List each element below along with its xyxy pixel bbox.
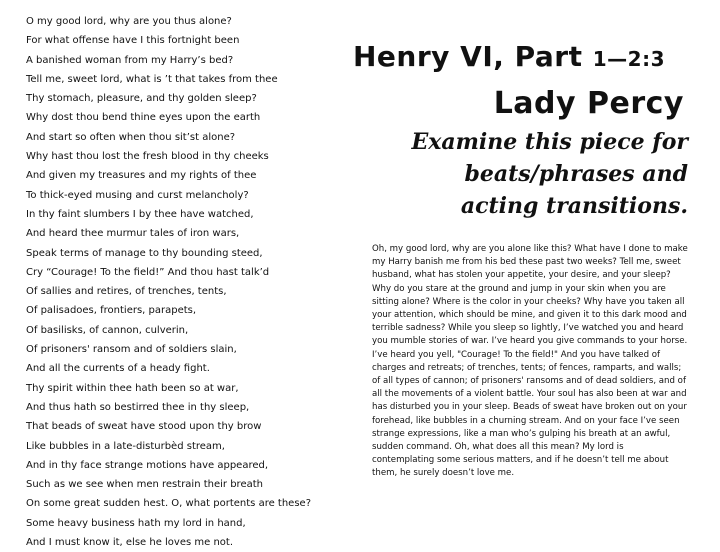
verse-line: And given my treasures and my rights of thee <box>26 170 257 182</box>
verse-line: Of basilisks, of cannon, culverin, <box>26 324 189 336</box>
instruction-subtitle <box>368 126 688 222</box>
verse-line: To thick-eyed musing and curst melancholy? <box>26 189 249 201</box>
verse-line: Such as we see when men restrain their breath <box>26 479 263 491</box>
verse-line: Speak terms of manage to thy bounding steed, <box>26 247 263 259</box>
verse-line: Of palisadoes, frontiers, parapets, <box>26 305 197 317</box>
verse-line: In thy faint slumbers I by thee have watched, <box>26 208 254 220</box>
play-name: Henry VI, Part <box>353 40 593 73</box>
subtitle-line: beats/phrases and <box>464 161 688 187</box>
verse-line: On some great sudden hest. O, what portents are these? <box>26 498 311 510</box>
verse-line: Thy spirit within thee hath been so at war, <box>26 382 239 394</box>
verse-line: And I must know it, else he loves me not. <box>26 537 234 549</box>
verse-line: Cry “Courage! To the field!” And thou hast talk’d <box>26 266 270 278</box>
verse-line: For what offense have I this fortnight been <box>26 35 240 47</box>
verse-line: And thus hath so bestirred thee in thy sleep, <box>26 401 250 413</box>
play-title <box>353 40 693 73</box>
verse-line: Some heavy business hath my lord in hand, <box>26 517 246 529</box>
verse-line: A banished woman from my Harry’s bed? <box>26 54 234 66</box>
verse-line: Why hast thou lost the fresh blood in thy cheeks <box>26 151 269 163</box>
verse-column <box>26 12 326 552</box>
verse-line: Of prisoners' ransom and of soldiers slain, <box>26 344 237 356</box>
verse-line: And all the currents of a heady fight. <box>26 363 210 375</box>
play-reference: 1—2:3 <box>592 47 665 71</box>
character-title: Lady Percy <box>493 86 684 121</box>
verse-line: And in thy face strange motions have appeared, <box>26 459 269 471</box>
verse-line: And start so often when thou sit’st alone? <box>26 131 236 143</box>
subtitle-line: Examine this piece for <box>411 129 688 155</box>
subtitle-line: acting transitions. <box>460 193 688 219</box>
verse-line: Of sallies and retires, of trenches, tents, <box>26 286 227 298</box>
modern-paraphrase: Oh, my good lord, why are you alone like this? What have I done to make my Harry banish me from his bed these past two weeks? Tell me, sweet husband, what has stolen your appetite, your desire, and your sleep? Why do you stare at the ground and jump in your skin when you are sitting alone? Where is the color in your cheeks? Why have you taken all your attention, which should be mine, and given it to this dark mood and terrible sadness? While you sleep so lightly, I’ve watched you and heard you mumble stories of war. I’ve heard you give commands to your horse. I’ve heard you yell, "Courage! To the field!" And you have talked of charges and retreats; of trenches, tents; of fences, ramparts, and walls; of all types of cannon; of prisoners' ransoms and of dead soldiers, and of all the movements of a violent battle. Your soul has also been at war and has disturbed you in your sleep. Beads of sweat have broken out on your forehead, like bubbles in a churning stream. And on your face I’ve seen strange expressions, like a man who’s gulping his breath at an awful, sudden command. Oh, what does all this mean? My lord is contemplating some serious matters, and if he doesn’t tell me about them, he surely doesn’t love me. <box>372 244 688 479</box>
verse-line: And heard thee murmur tales of iron wars, <box>26 228 240 240</box>
verse-line: Tell me, sweet lord, what is ’t that takes from thee <box>26 73 278 85</box>
verse-line: Why dost thou bend thine eyes upon the earth <box>26 112 261 124</box>
verse-line: O my good lord, why are you thus alone? <box>26 16 232 27</box>
verse-line: Like bubbles in a late-disturbèd stream, <box>26 440 225 452</box>
verse-line: Thy stomach, pleasure, and thy golden sleep? <box>26 93 257 105</box>
verse-line: That beads of sweat have stood upon thy brow <box>26 421 262 433</box>
